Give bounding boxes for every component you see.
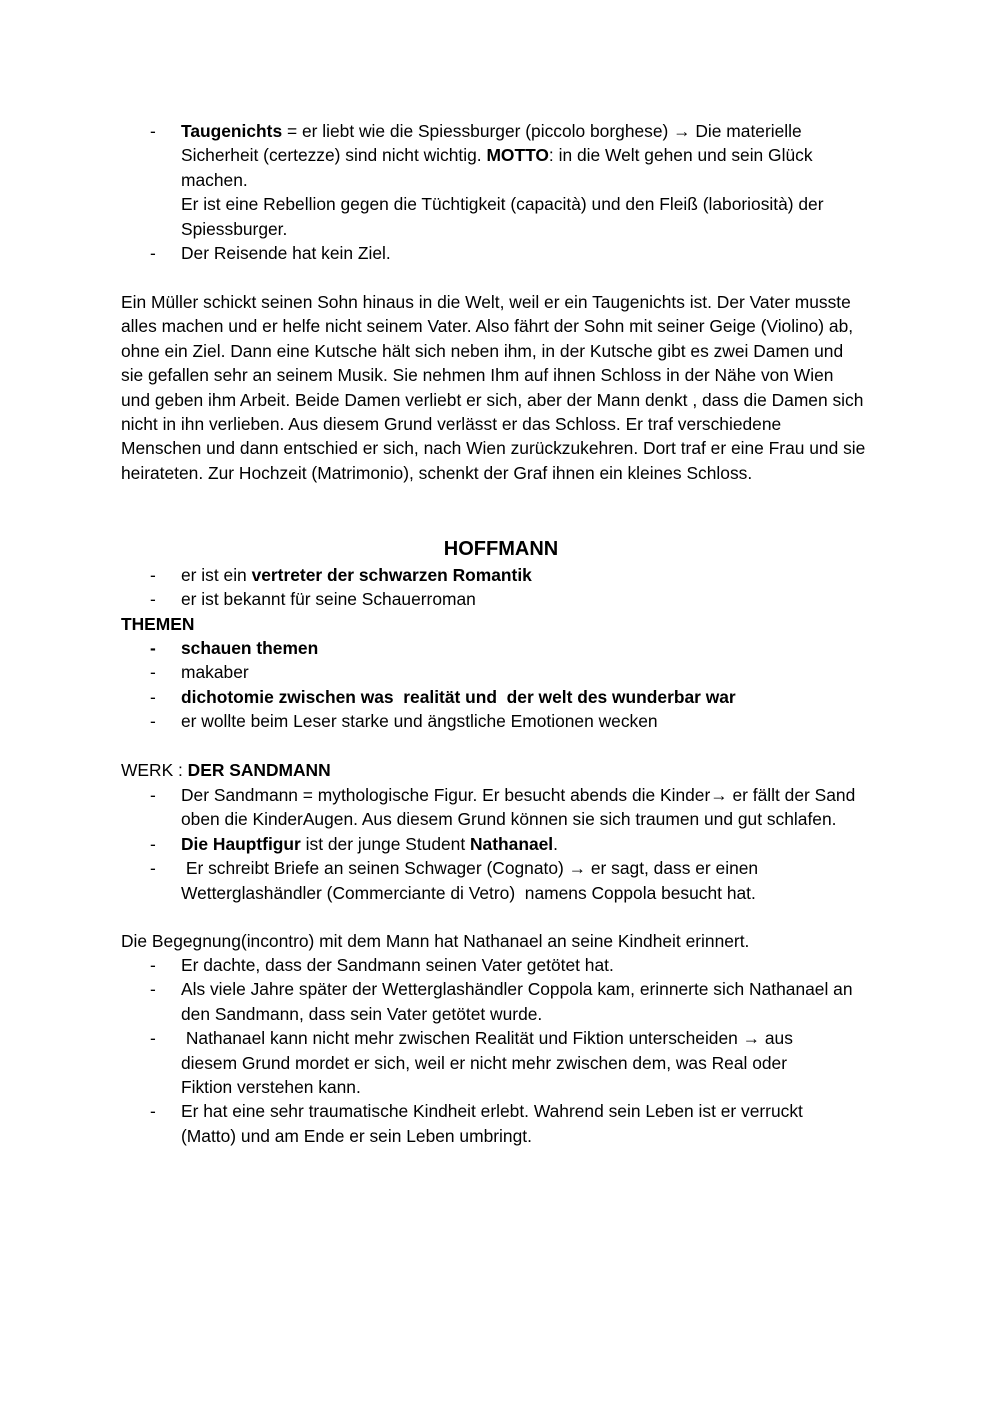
werk-list [121, 783, 881, 905]
bullet-dash: - [150, 711, 156, 732]
hoffmann-heading: HOFFMANN [443, 538, 559, 560]
list-item: - Als viele Jahre später der Wetterglashändler Coppola kam, erinnerte sich Nathanael an den Sandmann, dass sein Vater getötet wurde. [150, 979, 853, 1024]
bullet-dash: - [150, 1101, 156, 1122]
list-item: - dichotomie zwischen was realität und der welt des wunderbar war [121, 685, 881, 709]
term-motto: MOTTO [486, 145, 549, 166]
bullet-dash: - [150, 785, 156, 805]
intro-list [121, 119, 881, 265]
themen-heading: THEMEN [121, 614, 195, 634]
list-item: - er ist ein vertreter der schwarzen Romantik [121, 563, 881, 587]
summary-paragraph: Ein Müller schickt seinen Sohn hinaus in die Welt, weil er ein Taugenichts ist. Der Vater musste alles machen und er helfe nicht seinem Vater. Also fährt der Sohn mit seiner Geige (Violino) ab, ohne ein Ziel. Dann eine Kutsche hält sich neben ihm, in der Kutsche gibt es zwei Damen und sie gefallen sehr an seinem Musik. Sie nehmen Ihm auf ihnen Schloss in der Nähe von Wien und geben ihm Arbeit. Beide Damen verliebt er sich, aber der Mann denkt , dass die Damen sich nicht in ihn verlieben. Aus diesem Grund verlässt er das Schloss. Er traf verschiedene Menschen und dann entschied er sich, nach Wien zurückzukehren. Dort traf er eine Frau und sie heirateten. Zur Hochzeit (Matrimonio), schenkt der Graf ihnen ein kleines Schloss. [121, 292, 866, 483]
list-item: - er ist bekannt für seine Schauerroman [121, 587, 881, 611]
bullet-dash: - [150, 1028, 156, 1049]
list-item: - Die Hauptfigur ist der junge Student Nathanael. [121, 832, 881, 856]
bullet-dash: - [150, 589, 156, 610]
term-taugenichts: Taugenichts [181, 121, 283, 141]
bullet-dash: - [150, 686, 156, 707]
list-item: - makaber [121, 660, 881, 684]
werk-title: DER SANDMANN [187, 760, 331, 780]
werk-heading: WERK : DER SANDMANN [121, 760, 331, 780]
bullet-dash: - [150, 243, 156, 264]
werk-list-2 [121, 953, 881, 1148]
list-item-taugenichts: - Taugenichts = er liebt wie die Spiessburger (piccolo borghese) → Die materielle Sicherheit (certezze) sind nicht wichtig. MOTTO: in die Welt gehen und sein Glück machen. Er ist eine Rebellion gegen die Tüchtigkeit (capacità) und den Fleiß (laboriosità) der Spiessburger. [121, 119, 881, 241]
list-item: - Nathanael kann nicht mehr zwischen Realität und Fiktion unterscheiden → aus diesem Grund mordet er sich, weil er nicht mehr zwischen dem, was Real oder Fiktion verstehen kann. [150, 1028, 798, 1098]
list-item: - Der Sandmann = mythologische Figur. Er besucht abends die Kinder→ er fällt der Sand oben die KinderAugen. Aus diesem Grund können sie sich traumen und gut schlafen. [150, 785, 856, 830]
bullet-dash: - [150, 979, 156, 1000]
list-item: - Er schreibt Briefe an seinen Schwager (Cognato) → er sagt, dass er einen Wetterglashändler (Commerciante di Vetro) namens Coppola besucht hat. [150, 858, 763, 903]
bullet-dash: - [150, 833, 156, 854]
encounter-text: Die Begegnung(incontro) mit dem Mann hat Nathanael an seine Kindheit erinnert. [121, 931, 750, 951]
list-item: - Er dachte, dass der Sandmann seinen Vater getötet hat. [121, 953, 881, 977]
bullet-dash: - [150, 858, 156, 879]
list-item: - schauen themen [121, 636, 881, 660]
rebellion-text: Er ist eine Rebellion gegen die Tüchtigkeit (capacità) und den Fleiß (laboriosità) der Spiessburger. [181, 194, 824, 239]
bullet-dash: - [150, 638, 156, 658]
bullet-dash: - [150, 955, 156, 975]
bullet-dash: - [150, 565, 156, 585]
bullet-dash: - [150, 662, 156, 683]
bullet-dash: - [150, 121, 156, 141]
list-item-reisende: - Der Reisende hat kein Ziel. [121, 241, 881, 265]
list-item: - Er hat eine sehr traumatische Kindheit erlebt. Wahrend sein Leben ist er verruckt (Matto) und am Ende er sein Leben umbringt. [150, 1101, 803, 1146]
themen-list [121, 636, 881, 734]
list-item: - er wollte beim Leser starke und ängstliche Emotionen wecken [121, 709, 881, 733]
hoffmann-list [121, 563, 881, 612]
